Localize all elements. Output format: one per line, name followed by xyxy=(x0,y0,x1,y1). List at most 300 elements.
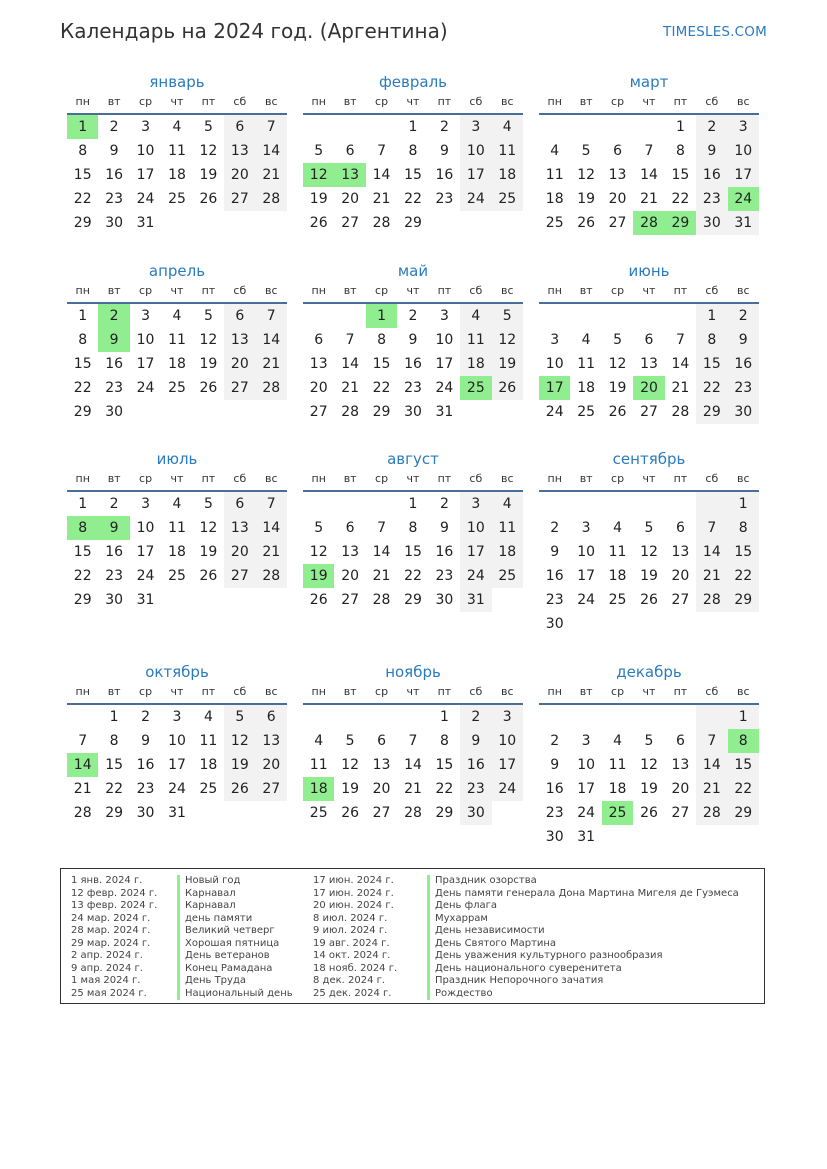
day-cell: 9 xyxy=(141,733,151,749)
weekday-label: ср xyxy=(375,472,389,485)
holiday-day-cell: 28 xyxy=(633,211,664,235)
day-cell: 27 xyxy=(309,404,328,420)
days-grid xyxy=(67,492,287,612)
day-cell: 10 xyxy=(577,757,596,773)
day-cell: 5 xyxy=(224,705,255,729)
day-cell: 13 xyxy=(341,544,360,560)
weekday-label: ср xyxy=(139,284,153,297)
day-cell: 10 xyxy=(577,544,596,560)
day-cell: 8 xyxy=(408,520,418,536)
day-cell: 25 xyxy=(608,592,627,608)
day-cell: 25 xyxy=(309,805,328,821)
day-cell: 30 xyxy=(728,400,759,424)
legend-date: 9 июл. 2024 г. xyxy=(313,925,388,936)
day-cell: 28 xyxy=(404,805,422,821)
day-cell: 3 xyxy=(141,119,151,135)
weekday-label: вс xyxy=(264,472,278,485)
holiday-day-cell: 1 xyxy=(67,115,98,139)
day-cell: 9 xyxy=(696,139,727,163)
weekday-label: пт xyxy=(673,95,688,108)
day-cell: 17 xyxy=(492,753,523,777)
legend-holiday-name: Хорошая пятница xyxy=(177,938,293,951)
weekday-label: пн xyxy=(311,284,326,297)
day-cell: 29 xyxy=(73,404,92,420)
day-cell: 4 xyxy=(613,520,623,536)
weekday-label: пт xyxy=(201,685,216,698)
day-cell: 14 xyxy=(256,328,287,352)
empty-cell xyxy=(665,492,696,516)
days-grid xyxy=(539,304,759,424)
empty-cell xyxy=(303,705,334,729)
day-cell: 22 xyxy=(73,568,92,584)
day-cell: 22 xyxy=(372,380,391,396)
day-cell: 30 xyxy=(545,616,564,632)
day-cell: 22 xyxy=(671,191,690,207)
weekday-label: пт xyxy=(201,284,216,297)
day-cell: 7 xyxy=(256,304,287,328)
day-cell: 4 xyxy=(581,332,591,348)
weekday-label: ср xyxy=(375,685,389,698)
day-cell: 20 xyxy=(341,191,360,207)
day-cell: 13 xyxy=(256,729,287,753)
weekday-label: сб xyxy=(469,472,483,485)
day-cell: 14 xyxy=(696,753,727,777)
day-cell: 23 xyxy=(545,592,564,608)
day-cell: 7 xyxy=(377,143,387,159)
day-cell: 26 xyxy=(199,191,218,207)
day-cell: 6 xyxy=(345,520,355,536)
legend-holiday-name: День памяти генерала Дона Мартина Мигеля де Гуэмеса xyxy=(427,888,739,901)
day-cell: 6 xyxy=(675,520,685,536)
day-cell: 19 xyxy=(640,781,658,797)
weekday-label: чт xyxy=(406,284,420,297)
day-cell: 19 xyxy=(492,352,523,376)
weekday-label: пт xyxy=(673,472,688,485)
day-cell: 10 xyxy=(545,356,564,372)
day-cell: 4 xyxy=(203,709,213,725)
day-cell: 20 xyxy=(341,568,360,584)
day-cell: 14 xyxy=(671,356,690,372)
day-cell: 20 xyxy=(671,568,690,584)
day-cell: 26 xyxy=(199,380,218,396)
day-cell: 1 xyxy=(408,119,418,135)
day-cell: 12 xyxy=(492,328,523,352)
day-cell: 4 xyxy=(172,496,182,512)
month-block xyxy=(303,448,523,612)
day-cell: 1 xyxy=(439,709,449,725)
day-cell: 27 xyxy=(671,805,690,821)
day-cell: 13 xyxy=(372,757,391,773)
day-cell: 6 xyxy=(675,733,685,749)
legend-date: 2 апр. 2024 г. xyxy=(71,950,143,961)
day-cell: 3 xyxy=(581,733,591,749)
weekday-label: вт xyxy=(107,284,121,297)
empty-cell xyxy=(303,492,334,516)
weekday-label: вт xyxy=(579,472,593,485)
legend-date: 14 окт. 2024 г. xyxy=(313,950,391,961)
weekday-label: пн xyxy=(547,95,562,108)
legend-holiday-name: День флага xyxy=(427,900,739,913)
day-cell: 19 xyxy=(199,167,218,183)
day-cell: 16 xyxy=(728,352,759,376)
day-cell: 23 xyxy=(136,781,155,797)
day-cell: 13 xyxy=(309,356,328,372)
day-cell: 6 xyxy=(224,115,255,139)
weekday-label: чт xyxy=(170,685,184,698)
weekday-label: вс xyxy=(264,685,278,698)
day-cell: 23 xyxy=(105,380,124,396)
day-cell: 3 xyxy=(581,520,591,536)
day-cell: 8 xyxy=(78,143,88,159)
day-cell: 22 xyxy=(73,191,92,207)
legend-holiday-name: Великий четверг xyxy=(177,925,293,938)
day-cell: 14 xyxy=(640,167,658,183)
legend-date: 29 мар. 2024 г. xyxy=(71,937,151,949)
day-cell: 3 xyxy=(492,705,523,729)
day-cell: 15 xyxy=(404,167,422,183)
weekday-label: вс xyxy=(736,472,750,485)
day-cell: 10 xyxy=(136,520,155,536)
day-cell: 20 xyxy=(608,191,627,207)
weekday-header xyxy=(303,282,523,304)
day-cell: 8 xyxy=(408,143,418,159)
legend-date: 25 мая 2024 г. xyxy=(71,987,147,999)
day-cell: 19 xyxy=(199,356,218,372)
day-cell: 4 xyxy=(314,733,324,749)
month-block xyxy=(303,260,523,424)
month-name: февраль xyxy=(378,73,448,91)
day-cell: 14 xyxy=(372,544,391,560)
weekday-label: пн xyxy=(75,95,90,108)
day-cell: 23 xyxy=(696,187,727,211)
day-cell: 8 xyxy=(78,332,88,348)
day-cell: 5 xyxy=(613,332,623,348)
day-cell: 27 xyxy=(224,564,255,588)
day-cell: 11 xyxy=(168,332,186,348)
month-name: май xyxy=(397,262,429,280)
holiday-day-cell: 2 xyxy=(98,304,129,328)
weekday-header xyxy=(67,93,287,115)
site-link[interactable]: TIMESLES.COM xyxy=(663,24,767,40)
day-cell: 23 xyxy=(404,380,422,396)
holiday-day-cell: 24 xyxy=(728,187,759,211)
day-cell: 2 xyxy=(109,119,119,135)
day-cell: 24 xyxy=(136,568,155,584)
day-cell: 30 xyxy=(545,829,564,845)
month-name: сентябрь xyxy=(612,450,686,468)
day-cell: 16 xyxy=(545,781,564,797)
day-cell: 9 xyxy=(460,729,491,753)
weekday-header xyxy=(303,93,523,115)
day-cell: 5 xyxy=(644,520,654,536)
day-cell: 2 xyxy=(109,496,119,512)
day-cell: 21 xyxy=(256,352,287,376)
day-cell: 3 xyxy=(460,492,491,516)
day-cell: 13 xyxy=(224,328,255,352)
day-cell: 17 xyxy=(577,568,596,584)
day-cell: 24 xyxy=(460,187,491,211)
day-cell: 20 xyxy=(224,352,255,376)
day-cell: 18 xyxy=(608,781,627,797)
holiday-day-cell: 17 xyxy=(539,376,570,400)
day-cell: 27 xyxy=(224,376,255,400)
day-cell: 6 xyxy=(613,143,623,159)
day-cell: 12 xyxy=(309,544,328,560)
day-cell: 11 xyxy=(168,143,186,159)
weekday-label: пн xyxy=(75,284,90,297)
day-cell: 17 xyxy=(460,540,491,564)
day-cell: 28 xyxy=(372,592,391,608)
day-cell: 20 xyxy=(372,781,391,797)
day-cell: 24 xyxy=(545,404,564,420)
month-name: март xyxy=(629,73,669,91)
day-cell: 29 xyxy=(435,805,454,821)
legend-date: 28 мар. 2024 г. xyxy=(71,925,151,936)
day-cell: 14 xyxy=(256,516,287,540)
empty-cell xyxy=(602,492,633,516)
weekday-label: пн xyxy=(547,685,562,698)
day-cell: 13 xyxy=(224,139,255,163)
weekday-label: пт xyxy=(437,95,452,108)
holiday-day-cell: 20 xyxy=(633,376,664,400)
day-cell: 26 xyxy=(577,215,596,231)
day-cell: 15 xyxy=(105,757,124,773)
day-cell: 13 xyxy=(671,757,690,773)
holiday-day-cell: 14 xyxy=(67,753,98,777)
day-cell: 9 xyxy=(550,757,560,773)
weekday-label: пт xyxy=(201,95,216,108)
day-cell: 31 xyxy=(460,588,491,612)
legend-holiday-name: Карнавал xyxy=(177,888,293,901)
weekday-label: сб xyxy=(705,685,719,698)
day-cell: 21 xyxy=(73,781,92,797)
month-name: ноябрь xyxy=(385,663,441,681)
day-cell: 5 xyxy=(314,520,324,536)
day-cell: 8 xyxy=(696,328,727,352)
day-cell: 23 xyxy=(728,376,759,400)
weekday-label: вт xyxy=(579,685,593,698)
holiday-day-cell: 18 xyxy=(303,777,334,801)
day-cell: 11 xyxy=(168,520,186,536)
day-cell: 4 xyxy=(613,733,623,749)
day-cell: 1 xyxy=(78,496,88,512)
holiday-day-cell: 9 xyxy=(98,516,129,540)
day-cell: 27 xyxy=(640,404,658,420)
day-cell: 17 xyxy=(136,167,155,183)
day-cell: 16 xyxy=(136,757,155,773)
weekday-label: вс xyxy=(264,284,278,297)
day-cell: 26 xyxy=(309,592,328,608)
day-cell: 23 xyxy=(105,568,124,584)
day-cell: 16 xyxy=(105,356,124,372)
day-cell: 21 xyxy=(256,540,287,564)
day-cell: 20 xyxy=(309,380,328,396)
day-cell: 31 xyxy=(136,215,155,231)
day-cell: 14 xyxy=(256,139,287,163)
day-cell: 16 xyxy=(404,356,422,372)
month-block xyxy=(67,661,287,825)
day-cell: 29 xyxy=(404,215,422,231)
month-block xyxy=(539,661,759,849)
day-cell: 30 xyxy=(696,211,727,235)
day-cell: 5 xyxy=(492,304,523,328)
day-cell: 1 xyxy=(408,496,418,512)
weekday-label: чт xyxy=(642,284,656,297)
day-cell: 6 xyxy=(314,332,324,348)
weekday-header xyxy=(303,683,523,705)
day-cell: 22 xyxy=(728,777,759,801)
day-cell: 24 xyxy=(577,592,596,608)
day-cell: 7 xyxy=(696,516,727,540)
day-cell: 2 xyxy=(696,115,727,139)
day-cell: 12 xyxy=(224,729,255,753)
month-name: январь xyxy=(149,73,205,91)
empty-cell xyxy=(570,304,601,328)
day-cell: 4 xyxy=(172,119,182,135)
weekday-header xyxy=(539,683,759,705)
day-cell: 14 xyxy=(341,356,360,372)
day-cell: 28 xyxy=(341,404,360,420)
day-cell: 19 xyxy=(341,781,360,797)
day-cell: 7 xyxy=(696,729,727,753)
empty-cell xyxy=(334,115,365,139)
day-cell: 13 xyxy=(224,516,255,540)
weekday-label: сб xyxy=(705,95,719,108)
day-cell: 21 xyxy=(256,163,287,187)
day-cell: 1 xyxy=(675,119,685,135)
weekday-label: пт xyxy=(201,472,216,485)
legend-holiday-name: Карнавал xyxy=(177,900,293,913)
empty-cell xyxy=(539,304,570,328)
legend-date: 13 февр. 2024 г. xyxy=(71,900,158,911)
day-cell: 17 xyxy=(460,163,491,187)
days-grid xyxy=(539,115,759,235)
day-cell: 30 xyxy=(105,404,124,420)
day-cell: 27 xyxy=(341,215,360,231)
day-cell: 10 xyxy=(728,139,759,163)
day-cell: 28 xyxy=(696,588,727,612)
day-cell: 20 xyxy=(256,753,287,777)
weekday-header xyxy=(539,93,759,115)
day-cell: 30 xyxy=(105,215,124,231)
day-cell: 30 xyxy=(404,404,422,420)
legend-holiday-name: Праздник Непорочного зачатия xyxy=(427,975,739,988)
weekday-label: сб xyxy=(469,685,483,698)
weekday-label: вт xyxy=(343,472,357,485)
day-cell: 2 xyxy=(550,520,560,536)
day-cell: 24 xyxy=(492,777,523,801)
day-cell: 2 xyxy=(439,119,449,135)
day-cell: 15 xyxy=(696,352,727,376)
day-cell: 15 xyxy=(435,757,454,773)
day-cell: 18 xyxy=(492,540,523,564)
weekday-label: сб xyxy=(233,472,247,485)
empty-cell xyxy=(665,304,696,328)
legend-date: 25 дек. 2024 г. xyxy=(313,987,392,999)
day-cell: 24 xyxy=(460,564,491,588)
day-cell: 23 xyxy=(105,191,124,207)
day-cell: 28 xyxy=(256,187,287,211)
day-cell: 31 xyxy=(136,592,155,608)
day-cell: 25 xyxy=(168,568,186,584)
day-cell: 7 xyxy=(256,492,287,516)
day-cell: 30 xyxy=(435,592,454,608)
day-cell: 12 xyxy=(199,520,218,536)
month-name: август xyxy=(387,450,439,468)
day-cell: 27 xyxy=(256,777,287,801)
empty-cell xyxy=(602,705,633,729)
weekday-label: вт xyxy=(343,95,357,108)
day-cell: 29 xyxy=(696,400,727,424)
legend-date: 24 мар. 2024 г. xyxy=(71,912,151,924)
weekday-label: ср xyxy=(375,284,389,297)
legend-holiday-name: Рождество xyxy=(427,988,739,1001)
day-cell: 28 xyxy=(372,215,391,231)
weekday-label: сб xyxy=(469,284,483,297)
month-name: июль xyxy=(156,450,198,468)
day-cell: 25 xyxy=(168,380,186,396)
empty-cell xyxy=(539,115,570,139)
weekday-label: пт xyxy=(437,284,452,297)
day-cell: 8 xyxy=(109,733,119,749)
day-cell: 24 xyxy=(168,781,186,797)
day-cell: 8 xyxy=(439,733,449,749)
empty-cell xyxy=(633,304,664,328)
weekday-label: пт xyxy=(437,685,452,698)
day-cell: 23 xyxy=(435,568,454,584)
day-cell: 1 xyxy=(728,705,759,729)
weekday-label: ср xyxy=(139,95,153,108)
day-cell: 10 xyxy=(460,139,491,163)
legend-date: 17 июн. 2024 г. xyxy=(313,887,394,899)
day-cell: 22 xyxy=(404,191,422,207)
day-cell: 16 xyxy=(460,753,491,777)
day-cell: 29 xyxy=(404,592,422,608)
day-cell: 25 xyxy=(199,781,218,797)
day-cell: 30 xyxy=(460,801,491,825)
day-cell: 8 xyxy=(377,332,387,348)
holiday-day-cell: 29 xyxy=(665,211,696,235)
day-cell: 9 xyxy=(408,332,418,348)
legend-date: 8 дек. 2024 г. xyxy=(313,975,386,986)
weekday-label: вт xyxy=(343,685,357,698)
day-cell: 22 xyxy=(404,568,422,584)
empty-cell xyxy=(570,705,601,729)
day-cell: 29 xyxy=(728,588,759,612)
empty-cell xyxy=(539,492,570,516)
day-cell: 26 xyxy=(199,568,218,584)
day-cell: 7 xyxy=(408,733,418,749)
empty-cell xyxy=(303,304,334,328)
day-cell: 4 xyxy=(492,492,523,516)
days-grid xyxy=(303,492,523,612)
day-cell: 11 xyxy=(309,757,328,773)
weekday-label: вс xyxy=(736,284,750,297)
day-cell: 26 xyxy=(341,805,360,821)
day-cell: 28 xyxy=(73,805,92,821)
day-cell: 11 xyxy=(199,733,218,749)
day-cell: 2 xyxy=(550,733,560,749)
month-name: апрель xyxy=(148,262,206,280)
day-cell: 30 xyxy=(136,805,155,821)
days-grid xyxy=(67,115,287,235)
day-cell: 5 xyxy=(345,733,355,749)
days-grid xyxy=(67,705,287,825)
holiday-legend xyxy=(60,868,765,1004)
weekday-label: чт xyxy=(170,284,184,297)
weekday-label: чт xyxy=(170,472,184,485)
days-grid xyxy=(303,705,523,825)
